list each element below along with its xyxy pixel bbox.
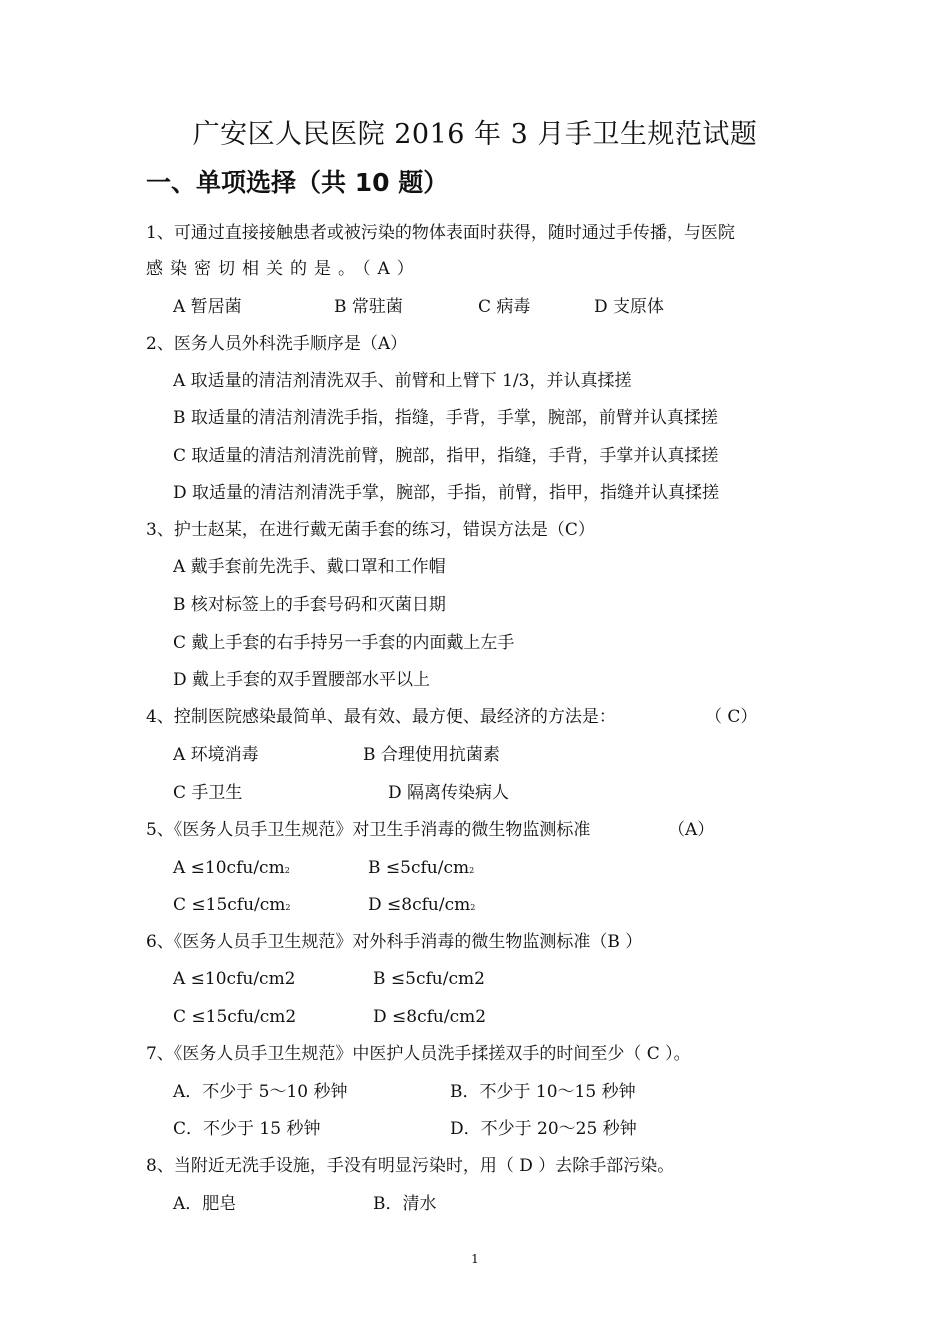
question-7-option-c: C．不少于 15 秒钟 — [173, 1119, 321, 1139]
question-4-stem: 4、控制医院感染最简单、最有效、最方便、最经济的方法是： — [146, 707, 616, 727]
question-7-option-b: B．不少于 10～15 秒钟 — [450, 1082, 636, 1102]
option-text: C ≤15cfu/cm — [173, 895, 286, 915]
superscript-2: 2 — [285, 903, 291, 912]
page-number: 1 — [471, 1252, 479, 1266]
question-1-option-d: D 支原体 — [594, 297, 665, 317]
question-3-option-b: B 核对标签上的手套号码和灭菌日期 — [173, 595, 446, 615]
question-2-stem: 2、医务人员外科洗手顺序是（A） — [146, 334, 408, 354]
option-text: D ≤8cfu/cm — [368, 895, 471, 915]
question-8-option-a: A．肥皂 — [173, 1194, 237, 1214]
question-2-option-d: D 取适量的清洁剂清洗手掌，腕部，手指，前臂，指甲，指缝并认真揉搓 — [173, 483, 720, 503]
question-6-option-b: B ≤5cfu/cm2 — [373, 969, 485, 989]
section-heading: 一、单项选择（共 10 题） — [146, 168, 449, 197]
question-5-option-d — [368, 894, 475, 919]
question-4-option-b: B 合理使用抗菌素 — [363, 745, 500, 765]
question-5-answer: （A） — [668, 820, 715, 840]
question-1-option-c: C 病毒 — [478, 297, 531, 317]
question-8-stem: 8、当附近无洗手设施，手没有明显污染时，用（ D ）去除手部污染。 — [146, 1156, 675, 1176]
question-2-option-b: B 取适量的清洁剂清洗手指，指缝，手背，手掌，腕部，前臂并认真揉搓 — [173, 408, 718, 428]
question-6-stem: 6、《医务人员手卫生规范》对外科手消毒的微生物监测标准（B ） — [146, 932, 643, 952]
question-1-stem-line1: 1、可通过直接接触患者或被污染的物体表面时获得，随时通过手传播，与医院 — [146, 223, 735, 243]
question-2-option-a: A 取适量的清洁剂清洗双手、前臂和上臂下 1/3，并认真揉搓 — [173, 371, 632, 391]
question-4-option-a: A 环境消毒 — [173, 745, 259, 765]
question-7-option-d: D．不少于 20～25 秒钟 — [450, 1119, 637, 1139]
question-6-option-a: A ≤10cfu/cm2 — [173, 969, 296, 989]
question-2-option-c: C 取适量的清洁剂清洗前臂，腕部，指甲，指缝，手背，手掌并认真揉搓 — [173, 446, 719, 466]
question-5-option-c — [173, 894, 291, 919]
question-3-stem: 3、护士赵某，在进行戴无菌手套的练习，错误方法是（C） — [146, 520, 595, 540]
superscript-2: 2 — [469, 866, 475, 875]
superscript-2: 2 — [470, 903, 476, 912]
option-text: B ≤5cfu/cm — [368, 858, 470, 878]
question-1-stem-line2: 感染密切相关的是。（A） — [146, 259, 421, 279]
question-1-option-b: B 常驻菌 — [334, 297, 403, 317]
question-4-option-c: C 手卫生 — [173, 783, 243, 803]
question-6-option-d: D ≤8cfu/cm2 — [373, 1007, 487, 1027]
question-4-answer: （ C） — [705, 707, 758, 727]
question-8-option-b: B．清水 — [373, 1194, 437, 1214]
question-1-option-a: A 暂居菌 — [173, 297, 242, 317]
question-5-option-a — [173, 857, 290, 882]
option-text: A ≤10cfu/cm — [173, 858, 285, 878]
question-6-option-c: C ≤15cfu/cm2 — [173, 1007, 297, 1027]
question-5-option-b — [368, 857, 474, 882]
question-4-option-d: D 隔离传染病人 — [388, 783, 510, 803]
page-title: 广安区人民医院 2016 年 3 月手卫生规范试题 — [192, 119, 758, 150]
superscript-2: 2 — [284, 866, 290, 875]
question-3-option-a: A 戴手套前先洗手、戴口罩和工作帽 — [173, 557, 446, 577]
question-7-option-a: A．不少于 5～10 秒钟 — [173, 1082, 348, 1102]
question-3-option-c: C 戴上手套的右手持另一手套的内面戴上左手 — [173, 633, 515, 653]
question-3-option-d: D 戴上手套的双手置腰部水平以上 — [173, 670, 431, 690]
question-7-stem: 7、《医务人员手卫生规范》中医护人员洗手揉搓双手的时间至少（ C ）。 — [146, 1044, 691, 1064]
question-5-stem: 5、《医务人员手卫生规范》对卫生手消毒的微生物监测标准 — [146, 820, 591, 840]
